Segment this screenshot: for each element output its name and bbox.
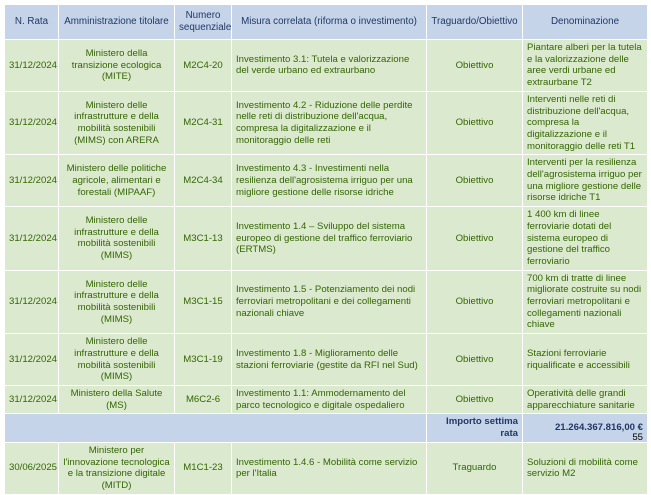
cell-numero: M6C2-6 <box>175 385 232 413</box>
milestones-table <box>4 4 648 495</box>
table-row <box>5 385 648 413</box>
cell-amministrazione: Ministero per l'innovazione tecnologica e la transizione digitale (MITD) <box>59 442 175 494</box>
cell-numero: M1C1-23 <box>175 442 232 494</box>
cell-denominazione: Soluzioni di mobilità come servizio M2 <box>523 442 648 494</box>
cell-traguardo: Obiettivo <box>427 334 523 386</box>
header-traguardo: Traguardo/Obiettivo <box>427 5 523 40</box>
cell-rata: 31/12/2024 <box>5 155 59 207</box>
cell-numero: M3C1-13 <box>175 207 232 271</box>
cell-denominazione: 700 km di tratte di linee migliorate costruite su nodi ferroviari metropolitani e collegamenti nazionali chiave <box>523 270 648 334</box>
header-amministrazione: Amministrazione titolare <box>59 5 175 40</box>
cell-denominazione: Interventi nelle reti di distribuzione dell'acqua, compresa la digitalizzazione e il monitoraggio delle reti T1 <box>523 91 648 155</box>
cell-denominazione: Stazioni ferroviarie riqualificate e accessibili <box>523 334 648 386</box>
cell-numero: M3C1-15 <box>175 270 232 334</box>
cell-rata: 31/12/2024 <box>5 91 59 155</box>
cell-numero: M2C4-20 <box>175 40 232 92</box>
total-label: Importo settima rata <box>427 414 523 442</box>
cell-amministrazione: Ministero delle infrastrutture e della mobilità sostenibili (MIMS) con ARERA <box>59 91 175 155</box>
cell-traguardo: Obiettivo <box>427 40 523 92</box>
table-header-row <box>5 5 648 40</box>
page-number: 55 <box>632 432 643 443</box>
cell-rata: 31/12/2024 <box>5 207 59 271</box>
table-row <box>5 91 648 155</box>
cell-denominazione: Piantare alberi per la tutela e la valorizzazione delle aree verdi urbane ed extraurbane T2 <box>523 40 648 92</box>
cell-amministrazione: Ministero della Salute (MS) <box>59 385 175 413</box>
cell-amministrazione: Ministero della transizione ecologica (MITE) <box>59 40 175 92</box>
cell-amministrazione: Ministero delle politiche agricole, alimentari e forestali (MIPAAF) <box>59 155 175 207</box>
cell-amministrazione: Ministero delle infrastrutture e della mobilità sostenibili (MIMS) <box>59 207 175 271</box>
header-rata: N. Rata <box>5 5 59 40</box>
cell-rata: 31/12/2024 <box>5 270 59 334</box>
table-row <box>5 40 648 92</box>
cell-rata: 30/06/2025 <box>5 442 59 494</box>
cell-amministrazione: Ministero delle infrastrutture e della mobilità sostenibili (MIMS) <box>59 270 175 334</box>
cell-misura: Investimento 1.4.6 - Mobilità come servizio per l'Italia <box>232 442 427 494</box>
cell-denominazione: Operatività delle grandi apparecchiature sanitarie <box>523 385 648 413</box>
table-row <box>5 442 648 494</box>
cell-traguardo: Obiettivo <box>427 385 523 413</box>
cell-misura: Investimento 3.1: Tutela e valorizzazione del verde urbano ed extraurbano <box>232 40 427 92</box>
header-misura: Misura correlata (riforma o investimento) <box>232 5 427 40</box>
cell-denominazione: 1 400 km di linee ferroviarie dotati del sistema europeo di gestione del traffico ferroviario <box>523 207 648 271</box>
cell-numero: M2C4-34 <box>175 155 232 207</box>
cell-traguardo: Obiettivo <box>427 207 523 271</box>
total-spacer <box>5 414 427 442</box>
cell-amministrazione: Ministero delle infrastrutture e della mobilità sostenibili (MIMS) <box>59 334 175 386</box>
cell-rata: 31/12/2024 <box>5 40 59 92</box>
table-row <box>5 155 648 207</box>
cell-rata: 31/12/2024 <box>5 385 59 413</box>
cell-misura: Investimento 1.5 - Potenziamento dei nodi ferroviari metropolitani e dei collegamenti nazionali chiave <box>232 270 427 334</box>
cell-traguardo: Obiettivo <box>427 270 523 334</box>
header-denominazione: Denominazione <box>523 5 648 40</box>
cell-rata: 31/12/2024 <box>5 334 59 386</box>
cell-traguardo: Obiettivo <box>427 155 523 207</box>
cell-misura: Investimento 4.2 - Riduzione delle perdite nelle reti di distribuzione dell'acqua, compresa la digitalizzazione e il monitoraggio delle reti <box>232 91 427 155</box>
cell-misura: Investimento 1.4 – Sviluppo del sistema europeo di gestione del traffico ferroviario (ERTMS) <box>232 207 427 271</box>
cell-numero: M3C1-19 <box>175 334 232 386</box>
cell-traguardo: Traguardo <box>427 442 523 494</box>
table-row <box>5 334 648 386</box>
cell-misura: Investimento 1.1: Ammodernamento del parco tecnologico e digitale ospedaliero <box>232 385 427 413</box>
cell-traguardo: Obiettivo <box>427 91 523 155</box>
cell-misura: Investimento 4.3 - Investimenti nella resilienza dell'agrosistema irriguo per una migliore gestione delle risorse idriche <box>232 155 427 207</box>
cell-numero: M2C4-31 <box>175 91 232 155</box>
table-row <box>5 270 648 334</box>
table-row <box>5 207 648 271</box>
cell-denominazione: Interventi per la resilienza dell'agrosistema irriguo per una migliore gestione delle risorse idriche T1 <box>523 155 648 207</box>
header-numero: Numero sequenziale <box>175 5 232 40</box>
total-row <box>5 414 648 442</box>
cell-misura: Investimento 1.8 - Miglioramento delle stazioni ferroviarie (gestite da RFI nel Sud) <box>232 334 427 386</box>
total-value: 21.264.367.816,00 € <box>523 414 648 442</box>
